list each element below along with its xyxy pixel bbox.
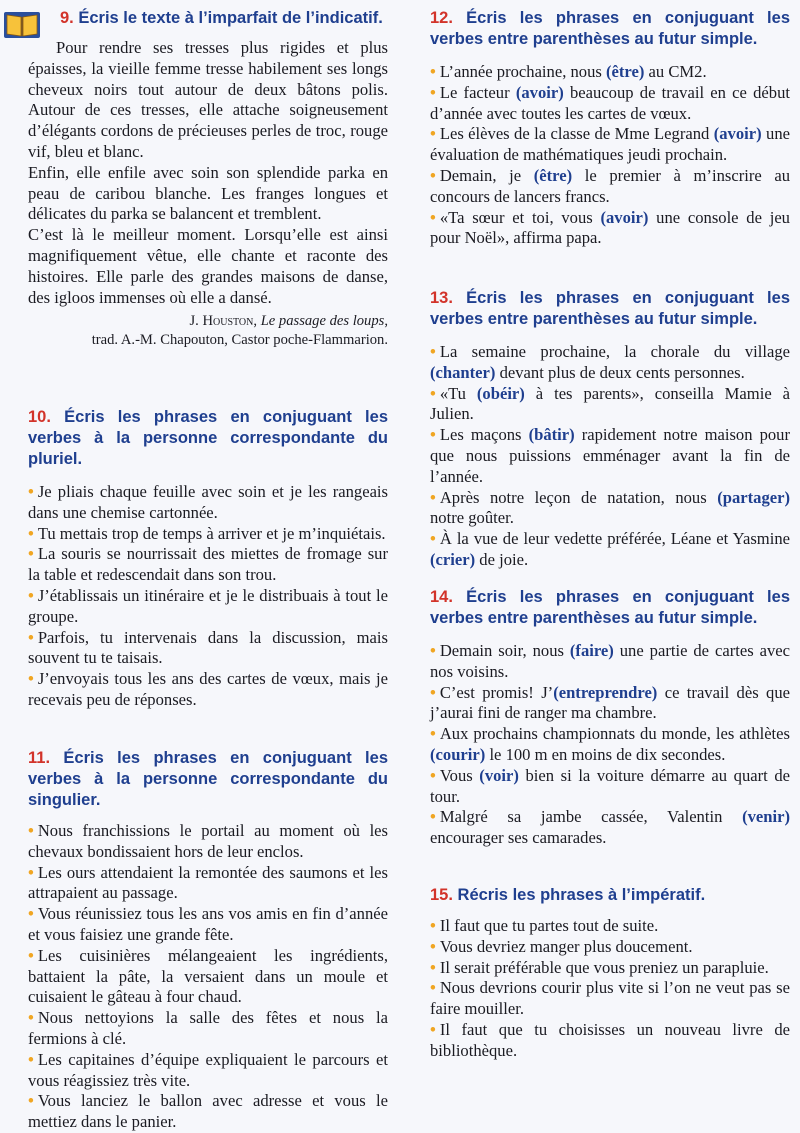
list-item: • Tu mettais trop de temps à arriver et je m’inquiétais. [28, 523, 386, 543]
verb-to-conjugate: (partager) [717, 487, 790, 507]
bullet-icon: • [28, 1091, 34, 1111]
bullet-icon: • [430, 724, 436, 744]
bullet-icon: • [430, 425, 436, 445]
verb-to-conjugate: (avoir) [515, 82, 564, 102]
list-item: • Nous franchissions le portail au moment où les chevaux bondissaient hors de leur enclos. [28, 821, 388, 861]
bullet-icon: • [430, 383, 436, 403]
exercise-9 [60, 8, 388, 29]
list-item: • C’est promis! J’(entreprendre) ce travail dès que j’aurai fini de ranger ma chambre. [430, 682, 790, 723]
exercise-11-heading [28, 748, 388, 811]
exercise-title: Écris le texte à l’imparfait de l’indicatif. [78, 9, 383, 27]
verb-to-conjugate: (voir) [479, 765, 519, 785]
list-item: • Nous nettoyions la salle des fêtes et nous la fermions à clé. [28, 1008, 388, 1048]
bullet-icon: • [430, 641, 436, 660]
bullet-icon: • [28, 627, 34, 647]
bullet-icon: • [28, 585, 34, 605]
exercise-number: 12. [430, 9, 453, 27]
exercise-14-heading [430, 587, 790, 629]
list-item: • Les élèves de la classe de Mme Legrand (avoir) une évaluation de mathématiques jeudi prochain. [430, 124, 791, 165]
list-item: • Aux prochains championnats du monde, les athlètes (courir) le 100 m en moins de dix secondes. [430, 724, 790, 764]
list-item: • Il faut que tu partes tout de suite. [430, 916, 659, 935]
exercise-13-heading [430, 288, 790, 330]
exercise-10 [28, 407, 388, 711]
list-item: • Je pliais chaque feuille avec soin et je les rangeais dans une chemise cartonnée. [28, 482, 388, 522]
bullet-icon: • [430, 529, 436, 549]
list-item: • «Ta sœur et toi, vous (avoir) une console de jeu pour Noël», affirma papa. [430, 207, 790, 248]
list-item: • À la vue de leur vedette préférée, Léane et Yasmine (crier) de joie. [430, 529, 790, 569]
exercise-13 [430, 288, 790, 571]
list-item: • Malgré sa jambe cassée, Valentin (venir) encourager ses camarades. [430, 807, 790, 848]
list-item: • La semaine prochaine, la chorale du village (chanter) devant plus de deux cents personnes. [430, 342, 790, 382]
exercise-number: 11. [28, 749, 51, 767]
paragraph: C’est là le meilleur moment. Lorsqu’elle est ainsi magnifiquement vêtue, elle chante et raconte des histoires. Elle parle des grandes maisons de danse, des igloos immenses où elle a dansé. [28, 225, 388, 307]
exercise-number: 10. [28, 408, 51, 426]
bullet-icon: • [430, 765, 436, 785]
verb-to-conjugate: (venir) [742, 807, 790, 827]
bullet-icon: • [28, 862, 34, 882]
bullet-icon: • [28, 482, 34, 501]
exercise-number: 15. [430, 886, 453, 904]
list-item: • Après notre leçon de natation, nous (partager) notre goûter. [430, 487, 790, 528]
list-item: • Il serait préférable que vous preniez un parapluie. [430, 957, 769, 977]
list-item: • Nous devrions courir plus vite si l’on ne veut pas se faire mouiller. [430, 978, 790, 1019]
bullet-icon: • [430, 682, 436, 702]
exercise-number: 14. [430, 588, 453, 606]
verb-to-conjugate: (faire) [569, 641, 614, 660]
exercise-9-text [28, 38, 388, 350]
verb-to-conjugate: (entreprendre) [553, 682, 658, 702]
paragraph: Pour rendre ses tresses plus rigides et plus épaisses, la vieille femme tresse habilement ses longs cheveux noirs tout autour de deux bâtons polis. Autour de ces tresses, elle attache soigneusement d’élégants cordons de précieuses perles de troc, rouge vif, bleu et blanc. [28, 38, 388, 161]
citation-publisher: trad. A.-M. Chapouton, Castor poche-Flammarion. [91, 332, 388, 349]
bullet-icon: • [28, 669, 34, 689]
bullet-icon: • [28, 1008, 34, 1028]
verb-to-conjugate: (chanter) [430, 362, 496, 382]
list-item: • La souris se nourrissait des miettes de fromage sur la table et redescendait dans son trou. [28, 544, 388, 585]
bullet-icon: • [28, 945, 34, 965]
list-item: • Parfois, tu intervenais dans la discussion, mais souvent tu te taisais. [28, 627, 388, 668]
bullet-icon: • [28, 1049, 34, 1069]
bullet-icon: • [28, 904, 34, 924]
exercise-12-heading [430, 8, 790, 50]
citation-title: Le passage des loups [260, 313, 385, 330]
exercise-10-heading [28, 407, 388, 470]
list-item: • Les maçons (bâtir) rapidement notre maison pour que nous puissions emménager avant la fin de l’année. [430, 425, 790, 486]
list-item: • Vous réunissiez tous les ans vos amis en fin d’année et vous faisiez une grande fête. [28, 904, 388, 944]
bullet-icon: • [430, 342, 436, 361]
list-item: • Demain, je (être) le premier à m’inscrire au concours de lancers francs. [430, 165, 791, 206]
list-item: • L’année prochaine, nous (être) au CM2. [430, 62, 707, 81]
bullet-icon: • [430, 936, 436, 956]
list-item: • Demain soir, nous (faire) une partie de cartes avec nos voisins. [430, 641, 790, 681]
verb-to-conjugate: (être) [606, 62, 645, 81]
bullet-icon: • [28, 523, 34, 543]
bullet-icon: • [430, 916, 436, 935]
list-item: • Le facteur (avoir) beaucoup de travail en ce début d’année avec toutes les cartes de vœux. [430, 82, 790, 123]
bullet-icon: • [430, 978, 436, 998]
exercise-14 [430, 587, 790, 849]
exercise-9-heading [60, 8, 388, 29]
exercise-number: 13. [430, 289, 453, 307]
bullet-icon: • [28, 544, 34, 564]
exercise-title: Écris les phrases en conjuguant les verbes entre parenthèses au futur simple. [430, 289, 790, 328]
book-icon [3, 10, 41, 40]
exercise-number: 9. [60, 9, 74, 27]
bullet-icon: • [430, 62, 436, 81]
verb-to-conjugate: (avoir) [600, 207, 649, 227]
bullet-icon: • [430, 82, 436, 102]
list-item: • Vous (voir) bien si la voiture démarre au quart de tour. [430, 765, 790, 806]
exercise-title: Écris les phrases en conjuguant les verbes entre parenthèses au futur simple. [430, 588, 790, 627]
verb-to-conjugate: (bâtir) [528, 425, 575, 445]
list-item: • J’établissais un itinéraire et je le distribuais à tout le groupe. [28, 585, 388, 626]
bullet-icon: • [430, 1019, 436, 1039]
verb-to-conjugate: (obéir) [476, 383, 525, 403]
exercise-title: Écris les phrases en conjuguant les verbes à la personne correspondante du pluriel. [28, 408, 388, 468]
list-item: • J’envoyais tous les ans des cartes de vœux, mais je recevais peu de réponses. [28, 669, 388, 709]
citation-author: J. Houston [189, 313, 254, 330]
list-item: • «Tu (obéir) à tes parents», conseilla Mamie à Julien. [430, 383, 790, 424]
bullet-icon: • [430, 487, 436, 507]
list-item: • Vous lanciez le ballon avec adresse et vous le mettiez dans le panier. [28, 1091, 388, 1132]
verb-to-conjugate: (courir) [430, 744, 486, 764]
bullet-icon: • [430, 207, 436, 227]
exercise-title: Récris les phrases à l’impératif. [457, 886, 706, 904]
bullet-icon: • [28, 821, 34, 840]
list-item: • Vous devriez manger plus doucement. [430, 936, 693, 956]
list-item: • Les cuisinières mélangeaient les ingrédients, battaient la pâte, la versaient dans un moule et cuisaient le gâteau à four chaud. [28, 945, 388, 1007]
citation: J. Houston, Le passage des loups, [189, 313, 388, 330]
verb-to-conjugate: (être) [533, 165, 573, 185]
verb-to-conjugate: (crier) [430, 549, 476, 569]
bullet-icon: • [430, 957, 436, 977]
exercise-15-heading [430, 885, 790, 906]
exercise-title: Écris les phrases en conjuguant les verbes à la personne correspondante du singulier. [28, 749, 388, 809]
bullet-icon: • [430, 165, 436, 185]
verb-to-conjugate: (avoir) [713, 124, 762, 144]
exercise-12 [430, 8, 790, 249]
paragraph: Enfin, elle enfile avec soin son splendide parka en peau de caribou blanche. Les franges longues et délicates du parka se balancent et tremblent. [28, 162, 388, 224]
bullet-icon: • [430, 807, 436, 827]
bullet-icon: • [430, 124, 436, 144]
exercise-11 [28, 748, 388, 1133]
exercise-15 [430, 885, 790, 1062]
list-item: • Il faut que tu choisisses un nouveau livre de bibliothèque. [430, 1019, 790, 1060]
list-item: • Les capitaines d’équipe expliquaient le parcours et vous réagissiez très vite. [28, 1049, 388, 1090]
exercise-title: Écris les phrases en conjuguant les verbes entre parenthèses au futur simple. [430, 9, 790, 48]
list-item: • Les ours attendaient la remontée des saumons et les attrapaient au passage. [28, 862, 388, 903]
